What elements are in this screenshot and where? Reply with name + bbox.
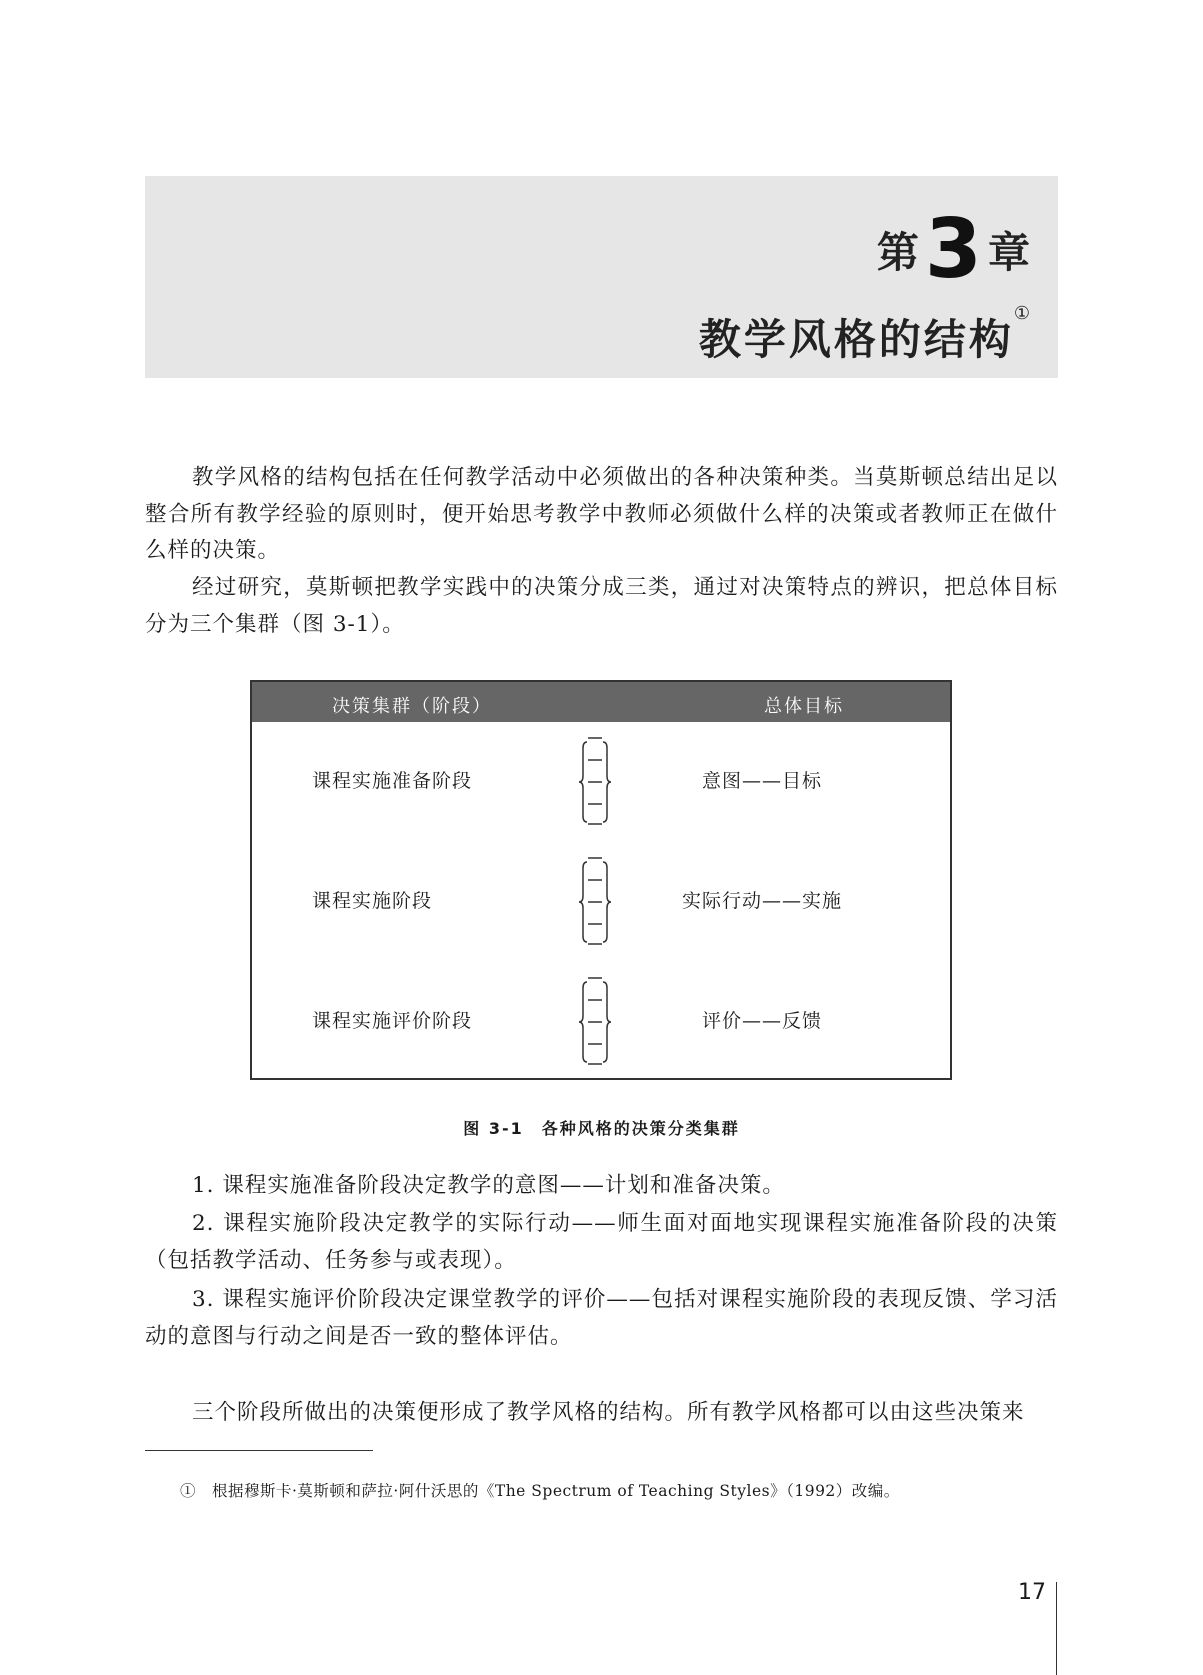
figure-goal-label: 实际行动——实施 <box>681 890 842 912</box>
footnote-rule <box>145 1450 373 1451</box>
figure-goal-label: 意图——目标 <box>701 770 822 792</box>
chapter-number: 3 <box>924 202 982 297</box>
figure-header-left: 决策集群（阶段） <box>332 696 492 717</box>
figure-goal-label: 评价——反馈 <box>701 1010 822 1032</box>
page-number: 17 <box>1018 1580 1046 1605</box>
decision-brace-icon <box>577 854 613 950</box>
closing-paragraph: 三个阶段所做出的决策便形成了教学风格的结构。所有教学风格都可以由这些决策来 <box>192 1400 1025 1425</box>
chapter-suffix: 章 <box>987 228 1030 277</box>
figure-3-1 <box>250 680 952 1080</box>
figure-stage-label: 课程实施阶段 <box>312 890 433 912</box>
list-paragraph: 2. 课程实施阶段决定教学的实际行动——师生面对面地实现课程实施准备阶段的决策（包括教学活动、任务参与或表现）。 <box>145 1211 1058 1273</box>
figure-stage-label: 课程实施评价阶段 <box>312 1010 473 1032</box>
chapter-title-text: 教学风格的结构 <box>698 315 1014 364</box>
figure-row <box>252 722 950 842</box>
list-paragraph: 3. 课程实施评价阶段决定课堂教学的评价——包括对课程实施阶段的表现反馈、学习活动的意图与行动之间是否一致的整体评估。 <box>145 1287 1058 1349</box>
decision-brace-icon <box>577 974 613 1070</box>
body-paragraph: 经过研究，莫斯顿把教学实践中的决策分成三类，通过对决策特点的辨识，把总体目标分为三个集群（图 3-1）。 <box>145 575 1058 637</box>
decision-brace-icon <box>577 734 613 830</box>
figure-header-right: 总体目标 <box>764 696 844 717</box>
body-paragraph: 教学风格的结构包括在任何教学活动中必须做出的各种决策种类。当莫斯顿总结出足以整合所有教学经验的原则时，便开始思考教学中教师必须做什么样的决策或者教师正在做什么样的决策。 <box>145 465 1058 563</box>
figure-row <box>252 962 950 1082</box>
footnote: ① 根据穆斯卡·莫斯顿和萨拉·阿什沃思的《The Spectrum of Teaching Styles》（1992）改编。 <box>180 1482 900 1500</box>
list-paragraph: 1. 课程实施准备阶段决定教学的意图——计划和准备决策。 <box>192 1173 785 1198</box>
figure-header <box>252 682 950 722</box>
chapter-label <box>876 202 1030 297</box>
figure-row <box>252 842 950 962</box>
chapter-title <box>698 303 1030 367</box>
chapter-title-footnote-marker: ① <box>1013 303 1030 324</box>
figure-stage-label: 课程实施准备阶段 <box>312 770 473 792</box>
chapter-prefix: 第 <box>876 228 919 277</box>
chapter-heading-band <box>145 176 1058 378</box>
page-edge-rule <box>1056 1582 1057 1675</box>
figure-caption: 图 3-1 各种风格的决策分类集群 <box>463 1119 740 1138</box>
